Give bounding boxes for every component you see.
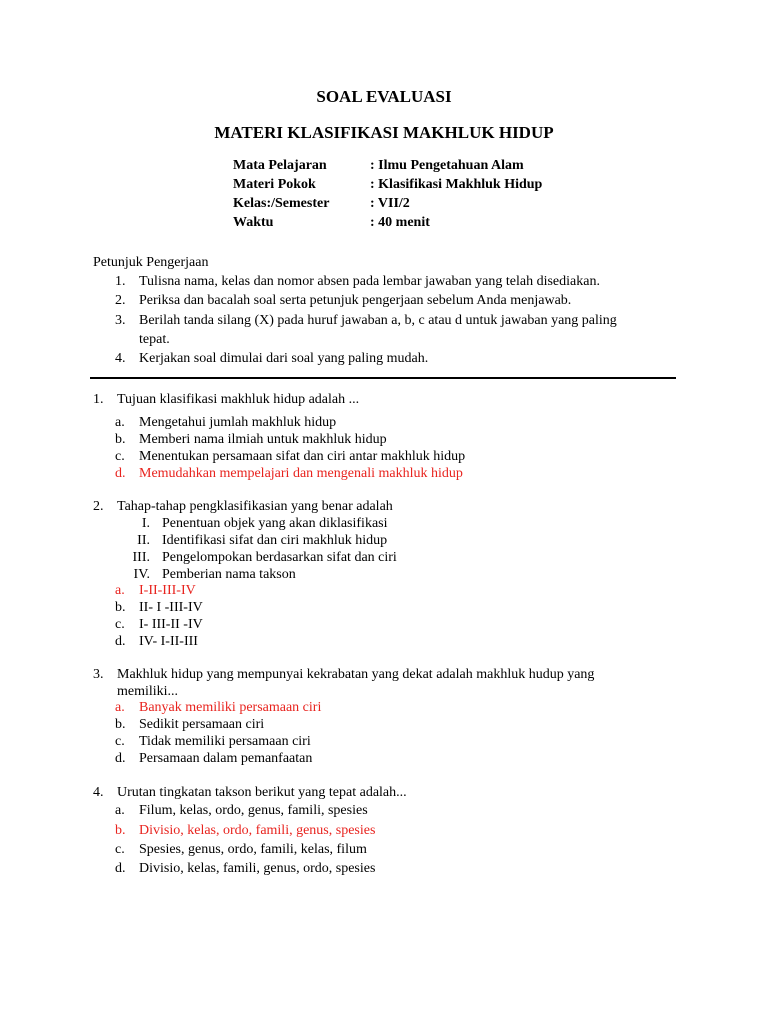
option-letter: c. xyxy=(115,617,125,632)
option-text: Tidak memiliki persamaan ciri xyxy=(139,734,311,749)
option-letter: a. xyxy=(115,415,125,430)
option-letter: c. xyxy=(115,842,125,857)
option-text: Menentukan persamaan sifat dan ciri antar makhluk hidup xyxy=(139,449,466,464)
question-number: 3. xyxy=(93,667,104,682)
question-text: Tahap-tahap pengklasifikasian yang benar adalah xyxy=(117,499,393,514)
option-text: II- I -III-IV xyxy=(139,600,203,615)
option-text: Filum, kelas, ordo, genus, famili, spesies xyxy=(139,803,368,818)
question-number: 4. xyxy=(93,785,104,800)
option-letter: c. xyxy=(115,734,125,749)
option-letter: b. xyxy=(115,432,126,447)
instruction-number: 2. xyxy=(115,293,126,308)
option-text: Sedikit persamaan ciri xyxy=(139,717,265,732)
meta-value-time: : 40 menit xyxy=(370,215,430,230)
option-text: Persamaan dalam pemanfaatan xyxy=(139,751,313,766)
meta-label-time: Waktu xyxy=(233,215,274,230)
meta-label-subject: Mata Pelajaran xyxy=(233,158,327,173)
document-title: SOAL EVALUASI xyxy=(316,87,452,106)
instruction-text: Kerjakan soal dimulai dari soal yang paling mudah. xyxy=(139,351,429,366)
question-text: Tujuan klasifikasi makhluk hidup adalah ... xyxy=(117,392,360,407)
option-letter-answer: b. xyxy=(115,823,126,838)
option-text-answer: Banyak memiliki persamaan ciri xyxy=(139,700,322,715)
option-text-answer: I-II-III-IV xyxy=(139,583,196,598)
step-text: Pemberian nama takson xyxy=(162,567,296,582)
meta-value-topic: : Klasifikasi Makhluk Hidup xyxy=(370,177,543,192)
option-text-answer: Divisio, kelas, ordo, famili, genus, spesies xyxy=(139,823,376,838)
instruction-number: 3. xyxy=(115,313,126,328)
option-letter: a. xyxy=(115,803,125,818)
question-text: Makhluk hidup yang mempunyai kekrabatan yang dekat adalah makhluk hudup yang xyxy=(117,667,595,682)
instruction-text: Periksa dan bacalah soal serta petunjuk pengerjaan sebelum Anda menjawab. xyxy=(139,293,572,308)
instructions-heading: Petunjuk Pengerjaan xyxy=(93,255,209,270)
meta-value-class: : VII/2 xyxy=(370,196,410,211)
document-subtitle: MATERI KLASIFIKASI MAKHLUK HIDUP xyxy=(214,123,554,142)
option-letter: c. xyxy=(115,449,125,464)
option-text: Mengetahui jumlah makhluk hidup xyxy=(139,415,337,430)
instruction-number: 1. xyxy=(115,274,126,289)
option-text: I- III-II -IV xyxy=(139,617,203,632)
meta-label-topic: Materi Pokok xyxy=(233,177,316,192)
instruction-text-continued: tepat. xyxy=(139,332,170,347)
instruction-text: Tulisna nama, kelas dan nomor absen pada lembar jawaban yang telah disediakan. xyxy=(139,274,600,289)
step-roman: III. xyxy=(132,550,150,565)
step-roman: IV. xyxy=(133,567,150,582)
question-text-continued: memiliki... xyxy=(117,684,179,699)
meta-label-class: Kelas:/Semester xyxy=(233,196,330,211)
meta-value-subject: : Ilmu Pengetahuan Alam xyxy=(370,158,524,173)
option-letter: d. xyxy=(115,634,126,649)
option-text: IV- I-II-III xyxy=(139,634,198,649)
option-letter-answer: a. xyxy=(115,583,125,598)
option-text: Spesies, genus, ordo, famili, kelas, filum xyxy=(139,842,367,857)
step-text: Penentuan objek yang akan diklasifikasi xyxy=(162,516,388,531)
step-text: Pengelompokan berdasarkan sifat dan ciri xyxy=(162,550,397,565)
option-text-answer: Memudahkan mempelajari dan mengenali makhluk hidup xyxy=(139,466,463,481)
option-letter-answer: a. xyxy=(115,700,125,715)
question-text: Urutan tingkatan takson berikut yang tepat adalah... xyxy=(117,785,407,800)
step-text: Identifikasi sifat dan ciri makhluk hidup xyxy=(162,533,388,548)
option-text: Divisio, kelas, famili, genus, ordo, spesies xyxy=(139,861,376,876)
instruction-text: Berilah tanda silang (X) pada huruf jawaban a, b, c atau d untuk jawaban yang paling xyxy=(139,313,617,328)
instruction-number: 4. xyxy=(115,351,126,366)
question-number: 1. xyxy=(93,392,104,407)
section-divider xyxy=(90,377,676,379)
option-letter: b. xyxy=(115,600,126,615)
option-letter: d. xyxy=(115,861,126,876)
option-text: Memberi nama ilmiah untuk makhluk hidup xyxy=(139,432,387,447)
option-letter-answer: d. xyxy=(115,466,126,481)
step-roman: II. xyxy=(137,533,150,548)
option-letter: d. xyxy=(115,751,126,766)
question-number: 2. xyxy=(93,499,104,514)
option-letter: b. xyxy=(115,717,126,732)
step-roman: I. xyxy=(141,516,150,531)
